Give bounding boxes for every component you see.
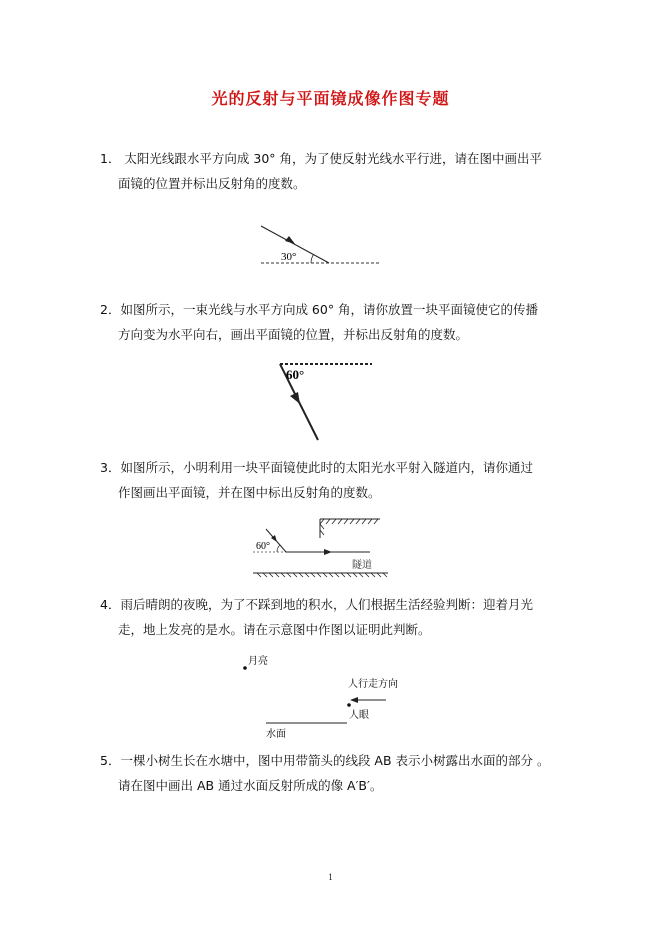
moon-label: 月亮 (248, 656, 268, 667)
question-1-line-1: 1． 太阳光线跟水平方向成 30° 角，为了使反射光线水平行进，请在图中画出平 (100, 151, 543, 166)
question-2-line-2: 方向变为水平向右，画出平面镜的位置，并标出反射角的度数。 (118, 327, 469, 342)
question-5 (100, 748, 570, 798)
question-5-line-2: 请在图中画出 AB 通过水面反射所成的像 A′B′。 (118, 778, 383, 793)
direction-label: 人行走方向 (348, 679, 398, 690)
angle-arc (277, 545, 280, 552)
eye-label: 人眼 (349, 710, 369, 721)
question-3 (100, 455, 570, 505)
question-4-line-1: 4．雨后晴朗的夜晚，为了不踩到地的积水，人们根据生活经验判断：迎着月光 (100, 597, 533, 612)
horizontal-arrow-icon (324, 549, 332, 555)
question-1-line-2: 面镜的位置并标出反射角的度数。 (118, 176, 306, 191)
angle-arc (311, 254, 314, 263)
question-2-line-1: 2．如图所示，一束光线与水平方向成 60° 角，请你放置一块平面镜使它的传播 (100, 302, 539, 317)
question-3-line-1: 3．如图所示，小明利用一块平面镜使此时的太阳光水平射入隧道内，请你通过 (100, 460, 533, 475)
angle-label: 60° (256, 541, 270, 552)
question-4-line-2: 走，地上发亮的是水。请在示意图中作图以证明此判断。 (118, 622, 431, 637)
ground-hatching (257, 573, 387, 577)
ray-arrow-icon (290, 392, 300, 404)
moon-dot-icon (243, 666, 247, 670)
angle-label: 30° (281, 251, 297, 263)
figure-1 (255, 220, 390, 270)
eye-dot-icon (347, 703, 351, 707)
ray-arrow-icon (285, 236, 295, 244)
tunnel-label: 隧道 (352, 560, 372, 571)
question-3-line-2: 作图画出平面镜，并在图中标出反射角的度数。 (118, 485, 381, 500)
page-number: 1 (328, 872, 333, 882)
figure-3 (250, 512, 390, 582)
figure-4 (238, 652, 418, 742)
direction-arrow-icon (350, 697, 358, 703)
water-label: 水面 (266, 729, 286, 740)
question-5-line-1: 5．一棵小树生长在水塘中，图中用带箭头的线段 AB 表示小树露出水面的部分 。 (100, 753, 550, 768)
question-2 (100, 297, 570, 347)
question-4 (100, 592, 570, 642)
wall-hatching (320, 519, 378, 535)
page-title: 光的反射与平面镜成像作图专题 (211, 89, 450, 108)
angle-label: 60° (286, 367, 305, 382)
figure-2 (272, 358, 377, 448)
question-1 (100, 146, 570, 196)
